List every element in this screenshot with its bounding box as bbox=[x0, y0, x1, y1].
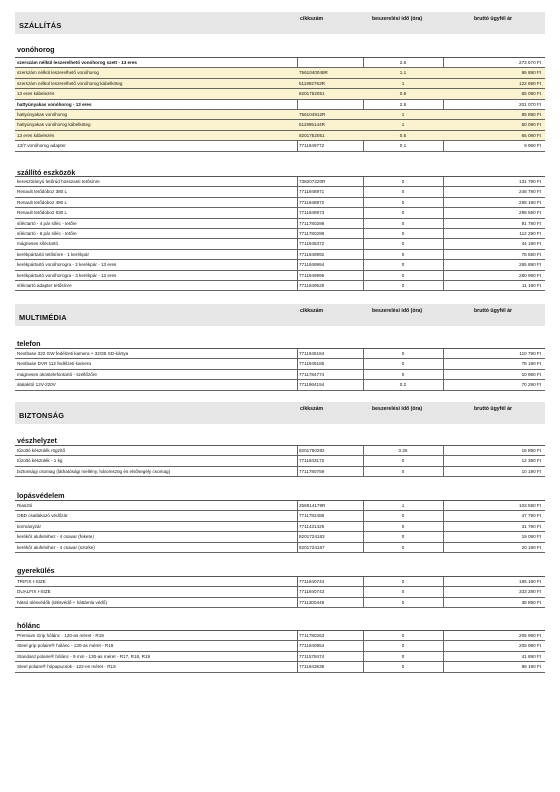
product-price: 86 890 Ft bbox=[521, 70, 541, 76]
group-title: telefon bbox=[17, 339, 41, 348]
table-row bbox=[15, 250, 545, 260]
table-row bbox=[15, 370, 545, 380]
product-price: 47 790 Ft bbox=[521, 513, 541, 519]
table-row bbox=[15, 110, 545, 120]
table-row bbox=[15, 271, 545, 281]
product-price: 333 290 Ft bbox=[519, 589, 541, 595]
product-price: 112 290 Ft bbox=[519, 230, 541, 236]
product-price: 78 190 Ft bbox=[521, 361, 541, 367]
install-time: 1.1 bbox=[399, 70, 407, 76]
table-row bbox=[15, 219, 545, 229]
install-time: 0 bbox=[401, 361, 405, 367]
product-price: 265 890 Ft bbox=[519, 262, 541, 268]
group-title: lopásvédelem bbox=[17, 491, 65, 500]
table-row bbox=[15, 229, 545, 239]
product-price: 103 590 Ft bbox=[519, 503, 541, 508]
product-table bbox=[15, 176, 545, 291]
table-row bbox=[15, 198, 545, 208]
install-time: 1 bbox=[401, 503, 405, 508]
product-code: 8201752051 bbox=[299, 91, 325, 97]
product-code: 7711780298 bbox=[299, 220, 325, 226]
table-row bbox=[15, 501, 545, 511]
product-name: 13/7 vonóhorog adapter bbox=[17, 143, 66, 149]
table-row bbox=[15, 349, 545, 359]
group-title: hólánc bbox=[17, 621, 41, 630]
product-name: hátsó ülésvédők (ülésvédő + háttámla védő) bbox=[17, 599, 108, 605]
product-name: 13 eres kábelezés bbox=[17, 132, 55, 138]
install-time: 0 bbox=[401, 544, 405, 550]
install-time: 0 bbox=[401, 282, 405, 288]
product-table bbox=[15, 57, 545, 152]
product-price: 20 190 Ft bbox=[521, 544, 541, 550]
product-code: 7711784774 bbox=[299, 371, 325, 377]
product-price: 10 990 Ft bbox=[521, 371, 541, 377]
product-price: 10 190 Ft bbox=[521, 468, 541, 474]
product-code: 7711949529 bbox=[299, 282, 325, 288]
product-price: 78 590 Ft bbox=[521, 251, 541, 257]
group-title: gyerekülés bbox=[17, 566, 55, 575]
install-time: 0 bbox=[401, 534, 405, 540]
product-price: 41 890 Ft bbox=[521, 653, 541, 659]
column-header-price: bruttó ügyfél ár bbox=[474, 406, 513, 412]
install-time: 1 bbox=[401, 80, 405, 86]
product-price: 205 990 Ft bbox=[519, 643, 541, 649]
section-header bbox=[15, 12, 545, 34]
table-row bbox=[15, 260, 545, 270]
column-header-time: beszerelési idő (óra) bbox=[372, 406, 423, 412]
table-row bbox=[15, 456, 545, 466]
product-table bbox=[15, 630, 545, 673]
install-time: 0 bbox=[401, 241, 405, 247]
product-price: 122 690 Ft bbox=[519, 80, 541, 86]
product-name: Renault tetődoboz 380 L bbox=[17, 189, 68, 195]
product-name: kerékpártartó vonóhorogra - 2 kerékpár - 13 eres bbox=[17, 262, 117, 268]
install-time: 0 bbox=[401, 643, 405, 649]
install-time: 0 bbox=[401, 468, 405, 474]
table-row bbox=[15, 577, 545, 587]
product-price: 85 890 Ft bbox=[521, 111, 541, 117]
product-table bbox=[15, 500, 545, 553]
install-time: 0 bbox=[401, 251, 405, 257]
product-price: 19 090 Ft bbox=[521, 534, 541, 540]
product-code: 7711940854 bbox=[299, 643, 325, 649]
product-code: 7711578474 bbox=[299, 653, 325, 659]
product-code: 7711780759 bbox=[299, 468, 325, 474]
product-price: 12 390 Ft bbox=[521, 458, 541, 464]
product-price: 50 090 Ft bbox=[521, 122, 541, 128]
product-code: 256914179R bbox=[299, 503, 326, 508]
section-header bbox=[15, 304, 545, 326]
product-name: hattyúnyakas vonóhorog bbox=[17, 111, 68, 117]
product-code: 7711943639 bbox=[299, 664, 325, 670]
section-title: BIZTONSÁG bbox=[19, 411, 65, 420]
product-name: síléctartó adapter tetősínre bbox=[17, 282, 72, 288]
product-price: 91 790 Ft bbox=[521, 220, 541, 226]
install-time: 0 bbox=[401, 189, 405, 195]
install-time: 0 bbox=[401, 458, 405, 464]
product-name: síléctartó - 4 pár síléc - tetőre bbox=[17, 220, 77, 226]
product-price: 16 890 Ft bbox=[521, 448, 541, 453]
table-row bbox=[15, 100, 545, 110]
product-code: 7711949992 bbox=[299, 251, 325, 257]
product-name: hattyúnyakas vonóhorog - 13 eres bbox=[17, 101, 92, 107]
table-row bbox=[15, 68, 545, 78]
install-time: 0 bbox=[401, 210, 405, 216]
product-code: 7711945185 bbox=[299, 361, 325, 367]
install-time: 0.1 bbox=[399, 143, 407, 149]
product-name: kerékpártartó tetősínre - 1 kerékpár bbox=[17, 251, 90, 257]
install-time: 0 bbox=[401, 664, 405, 670]
product-price: 65 090 Ft bbox=[521, 91, 541, 97]
product-table bbox=[15, 348, 545, 391]
product-code: 7711964194 bbox=[299, 382, 325, 388]
column-header-code: cikkszám bbox=[300, 406, 324, 412]
product-name: Renault tetődoboz 480 L bbox=[17, 199, 68, 205]
product-price: 70 290 Ft bbox=[521, 382, 541, 388]
table-row bbox=[15, 187, 545, 197]
product-name: DUALFIX I-SIZE bbox=[17, 589, 51, 595]
install-time: 0 bbox=[401, 272, 405, 278]
product-name: OBD csatlakozó védőzár bbox=[17, 513, 68, 519]
product-code: 8201750282 bbox=[299, 448, 325, 453]
install-time: 0 bbox=[401, 351, 405, 356]
product-name: hattyúnyakas vonóhorog kábelköteg bbox=[17, 122, 91, 128]
product-code: 8201724183 bbox=[299, 534, 325, 540]
section-header bbox=[15, 402, 545, 424]
product-price: 258 190 Ft bbox=[519, 199, 541, 205]
table-row bbox=[15, 177, 545, 187]
install-time: 0.5 bbox=[399, 132, 407, 138]
product-name: TRIFIX I-SIZE bbox=[17, 579, 46, 584]
install-time: 0 bbox=[401, 371, 405, 377]
product-name: Steel grip polaire® hólánc - 130-as méret - R19 bbox=[17, 643, 114, 649]
install-time: 0 bbox=[401, 220, 405, 226]
table-row bbox=[15, 652, 545, 662]
install-time: 1 bbox=[401, 111, 405, 117]
product-code: 7711945184 bbox=[299, 351, 325, 356]
column-header-code: cikkszám bbox=[300, 16, 324, 22]
product-name: 13 eres kábelezés bbox=[17, 91, 55, 97]
product-name: tűzoltó készülék - 1 kg bbox=[17, 458, 63, 464]
table-row bbox=[15, 120, 545, 130]
table-row bbox=[15, 598, 545, 608]
product-price: 248 790 Ft bbox=[519, 189, 541, 195]
group-title: vonóhorog bbox=[17, 45, 55, 54]
section-title: SZÁLLÍTÁS bbox=[19, 21, 62, 30]
product-code: 511992763R bbox=[299, 80, 325, 86]
product-code: 7711949994 bbox=[299, 262, 325, 268]
product-code: 7711948972 bbox=[299, 199, 325, 205]
product-name: átalakító 12V-220V bbox=[17, 382, 56, 388]
install-time: 0 bbox=[401, 262, 405, 268]
group-title: szállító eszközök bbox=[17, 168, 76, 177]
product-name: kormányzár bbox=[17, 523, 41, 529]
column-header-price: bruttó ügyfél ár bbox=[474, 308, 513, 314]
product-table bbox=[15, 576, 545, 608]
product-name: Nextbase 322 GW fedélzeti kamera + 32GB SD-kártya bbox=[17, 351, 129, 356]
product-code: 8201724187 bbox=[299, 544, 325, 550]
table-row bbox=[15, 79, 545, 89]
product-code: 7561040048R bbox=[299, 70, 328, 76]
install-time: 0 bbox=[401, 513, 405, 519]
product-code: 7711940743 bbox=[299, 589, 325, 595]
product-name: tűzoltó készülék rögzítő bbox=[17, 448, 66, 453]
table-row bbox=[15, 380, 545, 390]
table-row bbox=[15, 662, 545, 672]
table-row bbox=[15, 58, 545, 68]
table-row bbox=[15, 208, 545, 218]
table-row bbox=[15, 89, 545, 99]
product-code: 7711431429 bbox=[299, 523, 325, 529]
product-price: 131 790 Ft bbox=[519, 179, 541, 184]
install-time: 2.6 bbox=[399, 60, 407, 65]
product-code: 7711780299 bbox=[299, 230, 325, 236]
product-price: 205 990 Ft bbox=[519, 633, 541, 638]
product-name: Premium Grip hólánc - 120-as méret - R19 bbox=[17, 633, 104, 638]
install-time: 0.25 bbox=[398, 448, 408, 453]
install-time: 0.5 bbox=[399, 91, 407, 97]
product-price: 88 190 Ft bbox=[521, 664, 541, 670]
product-code: 8201752051 bbox=[299, 132, 325, 138]
install-time: 0 bbox=[401, 579, 405, 584]
product-name: síléctartó - 6 pár síléc - tetőre bbox=[17, 230, 77, 236]
product-price: 65 090 Ft bbox=[521, 132, 541, 138]
install-time: 0 bbox=[401, 599, 405, 605]
table-row bbox=[15, 522, 545, 532]
product-price: 273 670 Ft bbox=[519, 60, 541, 65]
product-name: mágneses síléctartó bbox=[17, 241, 59, 247]
product-name: kerékőr alufelnihez - 4 csavar (szürke) bbox=[17, 544, 95, 550]
table-row bbox=[15, 587, 545, 597]
table-row bbox=[15, 141, 545, 151]
product-name: mágneses okostelefontartó - szellőzőre bbox=[17, 371, 97, 377]
table-row bbox=[15, 631, 545, 641]
product-price: 38 890 Ft bbox=[521, 599, 541, 605]
table-row bbox=[15, 281, 545, 291]
product-price: 298 590 Ft bbox=[519, 210, 541, 216]
product-code: 7711782488 bbox=[299, 513, 325, 519]
product-price: 195 190 Ft bbox=[519, 579, 541, 584]
install-time: 0.2 bbox=[399, 382, 407, 388]
product-name: keresztirányú tetőrúd hosszanti tetősínre bbox=[17, 179, 100, 184]
product-name: kerékőr alufelnihez - 4 csavar (fekete) bbox=[17, 534, 94, 540]
product-name: szerszám nélkül leszerelhető vonóhorog bbox=[17, 70, 99, 76]
product-name: szerszám nélkül leszerelhető vonóhorog szett - 13 eres bbox=[17, 60, 137, 65]
column-header-time: beszerelési idő (óra) bbox=[372, 308, 423, 314]
column-header-price: bruttó ügyfél ár bbox=[474, 16, 513, 22]
group-title: vészhelyzet bbox=[17, 436, 57, 445]
product-code: 7711300448 bbox=[299, 599, 325, 605]
product-price: 31 790 Ft bbox=[521, 523, 541, 529]
install-time: 2.5 bbox=[399, 101, 407, 107]
install-time: 0 bbox=[401, 199, 405, 205]
product-name: Renault tetődoboz 630 L bbox=[17, 210, 68, 216]
product-code: 738207220R bbox=[299, 179, 326, 184]
product-price: 9 990 Ft bbox=[524, 143, 541, 149]
product-name: Riasztó bbox=[17, 503, 33, 508]
table-row bbox=[15, 359, 545, 369]
product-name: Standard polaire® hólánc - 9 mm - 130-as méret - R17, R18, R19 bbox=[17, 653, 151, 659]
install-time: 0 bbox=[401, 179, 405, 184]
product-code: 7711949995 bbox=[299, 272, 325, 278]
table-row bbox=[15, 641, 545, 651]
product-name: Steel polaire® hópapucsok - 122-es méret - R19 bbox=[17, 664, 116, 670]
product-code: 7711940744 bbox=[299, 579, 325, 584]
column-header-code: cikkszám bbox=[300, 308, 324, 314]
install-time: 0 bbox=[401, 523, 405, 529]
product-price: 11 190 Ft bbox=[521, 282, 541, 288]
table-row bbox=[15, 532, 545, 542]
product-price: 201 070 Ft bbox=[519, 101, 541, 107]
product-name: kerékpártartó vonóhorogra - 3 kerékpár - 13 eres bbox=[17, 272, 117, 278]
table-row bbox=[15, 543, 545, 553]
product-name: szerszám nélkül leszerelhető vonóhorog kábelköteg bbox=[17, 80, 123, 86]
product-name: Nextbase DVR 112 fedélzeti kamera bbox=[17, 361, 91, 367]
install-time: 0 bbox=[401, 230, 405, 236]
table-row bbox=[15, 239, 545, 249]
product-code: 7711945372 bbox=[299, 241, 325, 247]
install-time: 0 bbox=[401, 589, 405, 595]
product-price: 280 990 Ft bbox=[519, 272, 541, 278]
install-time: 1 bbox=[401, 122, 405, 128]
section-title: MULTIMÉDIA bbox=[19, 313, 67, 322]
product-name: biztonsági csomag (láthatósági mellény, háromszög és elsősegély csomag) bbox=[17, 468, 171, 474]
product-code: 7711948973 bbox=[299, 210, 325, 216]
table-row bbox=[15, 467, 545, 477]
install-time: 0 bbox=[401, 633, 405, 638]
table-row bbox=[15, 446, 545, 456]
product-price: 110 790 Ft bbox=[519, 351, 541, 356]
product-code: 756104912R bbox=[299, 111, 326, 117]
install-time: 0 bbox=[401, 653, 405, 659]
product-price: 44 190 Ft bbox=[521, 241, 541, 247]
product-code: 511995144R bbox=[299, 122, 325, 128]
product-code: 7711943172 bbox=[299, 458, 325, 464]
column-header-time: beszerelési idő (óra) bbox=[372, 16, 423, 22]
product-table bbox=[15, 445, 545, 477]
product-code: 7711948971 bbox=[299, 189, 325, 195]
table-row bbox=[15, 511, 545, 521]
table-row bbox=[15, 131, 545, 141]
product-code: 7711949772 bbox=[299, 143, 325, 149]
product-code: 7711780263 bbox=[299, 633, 325, 638]
